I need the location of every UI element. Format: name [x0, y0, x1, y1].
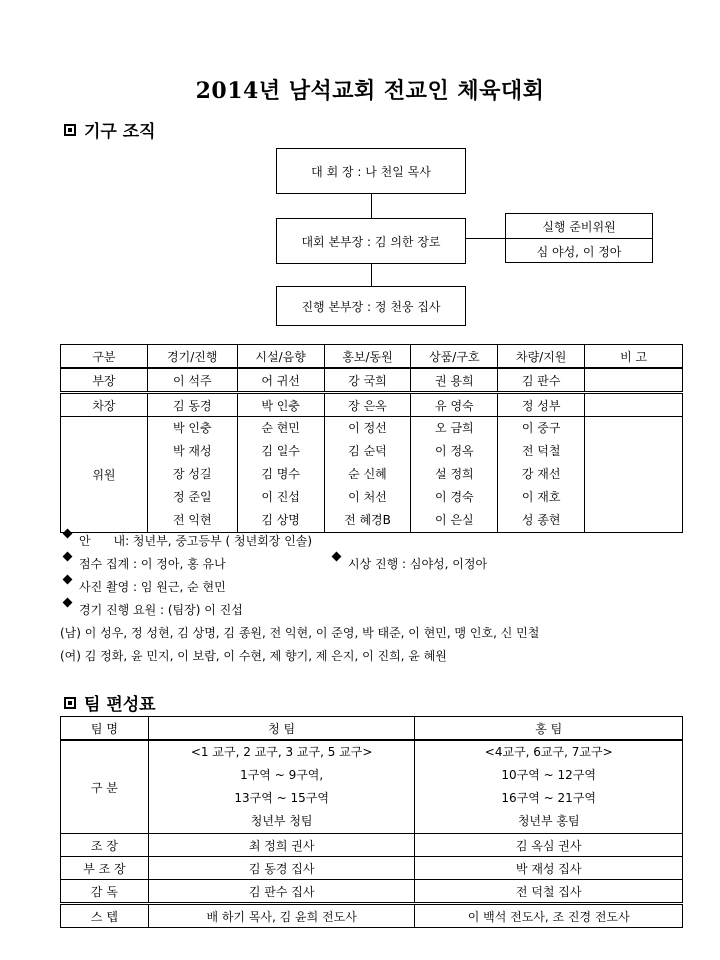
table-cell: 강 국희: [324, 368, 411, 393]
division-line: 13구역 ~ 15구역: [234, 791, 329, 805]
table-cell: 유 영숙: [411, 393, 498, 417]
note-guide: [60, 530, 700, 553]
notes-block: [60, 530, 700, 668]
table-header-row: [61, 717, 683, 741]
note-photo-text: 사진 촬영 : 임 원근, 순 현민: [79, 580, 226, 594]
member-name: 정 준일: [172, 490, 212, 504]
division-line: 청년부 청팀: [250, 814, 313, 828]
table-cell: 이 백석 전도사, 조 진경 전도사: [415, 904, 683, 928]
members-cell: [498, 417, 585, 533]
document-title: 2014년 남석교회 전교인 체육대회: [195, 78, 545, 104]
division-line: 10구역 ~ 12구역: [501, 768, 596, 782]
teams-section-heading: [64, 690, 156, 715]
org-connector: [371, 194, 372, 218]
note-men: (남) 이 성우, 정 성현, 김 상명, 김 종원, 전 익현, 이 준영, 박 태준, 이 현민, 맹 인호, 신 민철: [60, 626, 540, 640]
note-guide-value: : 청년부, 중고등부 ( 청년회장 인솔): [125, 534, 313, 548]
table-row: [61, 393, 683, 417]
table-cell: 박 재성 집사: [415, 857, 683, 880]
diamond-bullet-icon: [63, 575, 73, 585]
division-line: <1 교구, 2 교구, 3 교구, 5 교구>: [190, 745, 373, 759]
remarks-cell: [585, 417, 683, 533]
member-name: 이 재호: [521, 490, 561, 504]
member-name: 전 익현: [172, 513, 212, 527]
table-cell: 이 석주: [147, 368, 237, 393]
table-row: [61, 834, 683, 857]
division-line: 16구역 ~ 21구역: [501, 791, 596, 805]
org-connector: [371, 264, 372, 286]
table-row: [61, 880, 683, 904]
member-name: 성 종현: [521, 513, 561, 527]
member-name: 이 진섭: [261, 490, 300, 504]
team-table: [60, 716, 683, 928]
ops-chief-box: 진행 본부장 : 정 천웅 집사: [276, 286, 466, 326]
member-name: 전 혜경B: [344, 513, 391, 527]
member-name: 순 현민: [261, 421, 300, 435]
table-cell: 전 덕철 집사: [415, 880, 683, 904]
chair-box: 대 회 장 : 나 천일 목사: [276, 148, 466, 194]
table-cell: 스 텝: [61, 904, 149, 928]
division-line: 1구역 ~ 9구역,: [240, 768, 324, 782]
note-award: 시상 진행 : 심야성, 이정아: [348, 557, 488, 571]
diamond-bullet-icon: [63, 598, 73, 608]
member-name: 강 재선: [521, 467, 561, 481]
header-cell: 시설/음향: [237, 345, 324, 369]
table-cell: [585, 368, 683, 393]
header-cell: 구분: [61, 345, 148, 369]
division-label: 구 분: [61, 740, 149, 834]
member-name: 박 재성: [172, 444, 212, 458]
note-score: 점수 집계 : 이 정아, 홍 유나: [79, 557, 226, 571]
division-row: [61, 740, 683, 834]
member-name: 설 정희: [435, 467, 474, 481]
table-cell: [585, 393, 683, 417]
note-photo: [60, 576, 700, 599]
red-division-cell: [415, 740, 683, 834]
table-cell: 김 동경 집사: [148, 857, 415, 880]
header-cell: 차량/지원: [498, 345, 585, 369]
square-bullet-icon: [64, 697, 76, 709]
table-cell: 장 은옥: [324, 393, 411, 417]
org-connector: [466, 238, 505, 239]
table-row: [61, 904, 683, 928]
prep-committee-members: 심 야성, 이 정아: [536, 244, 622, 259]
header-cell: 팀 명: [61, 717, 149, 741]
diamond-bullet-icon: [63, 529, 73, 539]
prep-committee-title: 실행 준비위원: [506, 214, 652, 239]
org-heading-text: 기구 조직: [84, 122, 156, 142]
table-cell: 차장: [61, 393, 148, 417]
member-name: 이 중구: [521, 421, 561, 435]
note-women: (여) 김 정화, 윤 민지, 이 보람, 이 수현, 제 향기, 제 은지, 이 진희, 윤 혜원: [60, 649, 447, 663]
member-name: 김 명수: [261, 467, 300, 481]
member-name: 이 처선: [348, 490, 387, 504]
table-row: [61, 857, 683, 880]
members-row: [61, 417, 683, 533]
members-cell: [237, 417, 324, 533]
table-cell: 김 옥심 권사: [415, 834, 683, 857]
division-line: <4교구, 6교구, 7교구>: [484, 745, 613, 759]
diamond-bullet-icon: [332, 552, 342, 562]
prep-committee-box: [505, 213, 653, 263]
table-cell: 박 인충: [237, 393, 324, 417]
header-cell: 홍보/동원: [324, 345, 411, 369]
header-cell: 경기/진행: [147, 345, 237, 369]
table-cell: 어 귀선: [237, 368, 324, 393]
member-name: 김 순덕: [348, 444, 387, 458]
member-name: 전 덕철: [521, 444, 561, 458]
header-cell: 청 팀: [148, 717, 415, 741]
diamond-bullet-icon: [63, 552, 73, 562]
square-bullet-icon: [64, 124, 76, 136]
hq-chief-box: 대회 본부장 : 김 의한 장로: [276, 218, 466, 264]
note-guide-label: 안 내: [79, 534, 126, 548]
table-cell: 김 동경: [147, 393, 237, 417]
table-cell: 조 장: [61, 834, 149, 857]
member-name: 이 정선: [348, 421, 387, 435]
division-line: 청년부 홍팀: [517, 814, 580, 828]
member-name: 이 은실: [435, 513, 474, 527]
table-cell: 배 하기 목사, 김 윤희 전도사: [148, 904, 415, 928]
table-cell: 김 판수 집사: [148, 880, 415, 904]
table-header-row: [61, 345, 683, 369]
table-cell: 감 독: [61, 880, 149, 904]
member-name: 이 정옥: [435, 444, 474, 458]
note-score-award: [60, 553, 700, 576]
members-cell: [147, 417, 237, 533]
members-cell: [411, 417, 498, 533]
header-cell: 비 고: [585, 345, 683, 369]
note-staff: [60, 599, 700, 622]
org-section-heading: [64, 117, 156, 142]
member-name: 순 신혜: [348, 467, 387, 481]
committee-table: [60, 344, 683, 533]
blue-division-cell: [148, 740, 415, 834]
table-cell: 김 판수: [498, 368, 585, 393]
header-cell: 홍 팀: [415, 717, 683, 741]
members-label: 위원: [61, 417, 148, 533]
member-name: 김 상명: [261, 513, 300, 527]
member-name: 이 경숙: [435, 490, 474, 504]
teams-heading-text: 팀 편성표: [84, 695, 156, 715]
table-row: [61, 368, 683, 393]
member-name: 장 성길: [172, 467, 212, 481]
table-cell: 최 정희 권사: [148, 834, 415, 857]
member-name: 오 금희: [435, 421, 474, 435]
table-cell: 정 성부: [498, 393, 585, 417]
table-cell: 부 조 장: [61, 857, 149, 880]
members-cell: [324, 417, 411, 533]
header-cell: 상품/구호: [411, 345, 498, 369]
member-name: 김 일수: [261, 444, 300, 458]
table-cell: 부장: [61, 368, 148, 393]
note-staff-text: 경기 진행 요원 : (팀장) 이 진섭: [79, 603, 243, 617]
member-name: 박 인충: [172, 421, 212, 435]
table-cell: 권 용희: [411, 368, 498, 393]
